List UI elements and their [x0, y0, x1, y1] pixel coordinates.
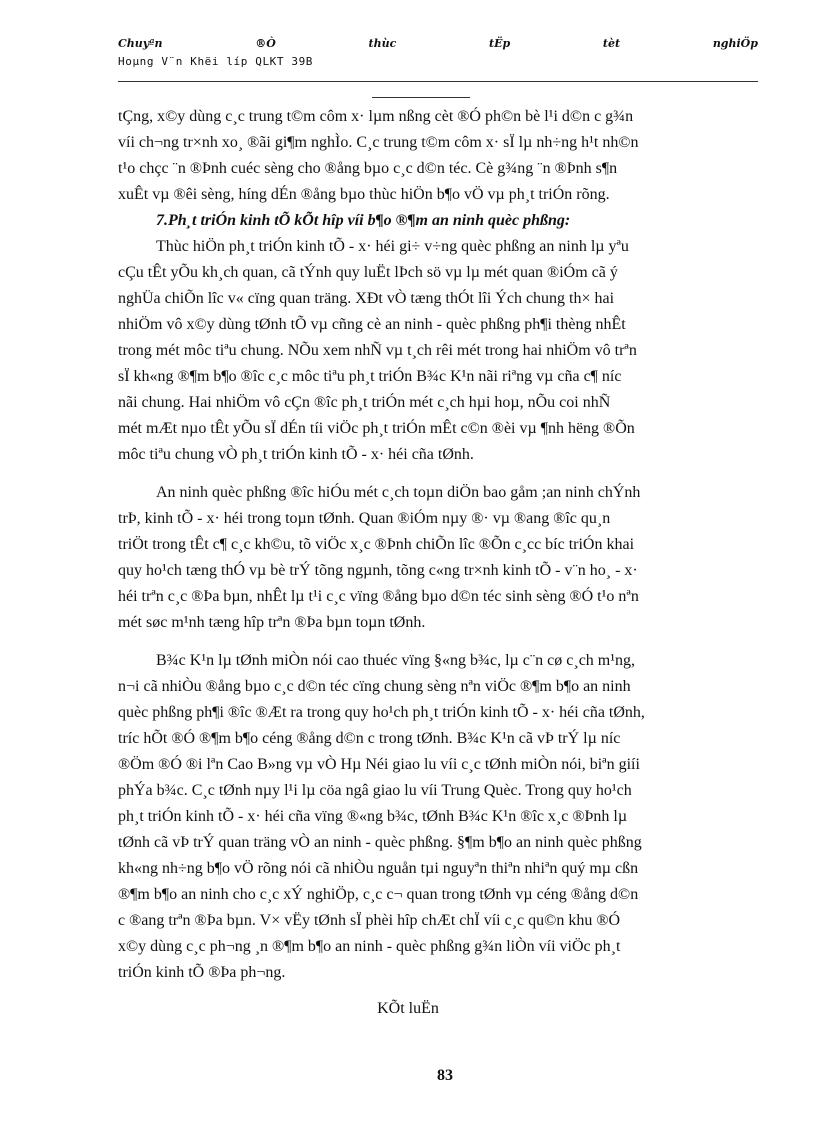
paragraph-3 — [118, 480, 758, 636]
header-word: Chuyªn — [118, 37, 163, 50]
text-line: n¬i cã nhiÒu ®ång bµo c¸c d©n téc cïng chung sèng nªn viÖc ®¶m b¶o an ninh — [118, 678, 631, 695]
text-line: phÝa b¾c. C¸c tØnh nµy l¹i lµ cöa ngâ giao lu víi Trung Quèc. Trong quy ho¹ch — [118, 782, 632, 799]
header-short-divider — [372, 97, 470, 98]
text-line: trong mét môc tiªu chung. NÕu xem nhÑ vµ t¸ch rêi mét trong hai nhiÖm vô trªn — [118, 342, 637, 359]
text-line: sÏ kh«ng ®¶m b¶o ®îc c¸c môc tiªu ph¸t triÓn B¾c K¹n nãi riªng vµ cña c¶ níc — [118, 368, 622, 385]
text-line: quy ho¹ch tæng thÓ vµ bè trÝ tõng ngµnh, tõng c«ng tr×nh kinh tÕ - v¨n ho¸ - x· — [118, 562, 638, 579]
body-text — [118, 104, 758, 986]
paragraph-gap — [118, 636, 758, 648]
text-line: ®¶m b¶o an ninh cho c¸c xÝ nghiÖp, c¸c c¬ quan trong tØnh vµ céng ®ång d©n — [118, 886, 639, 903]
text-line: môc tiªu chung vÒ ph¸t triÓn kinh tÕ - x· héi cña tØnh. — [118, 446, 474, 463]
text-line: xuÊt vµ ®êi sèng, híng dÉn ®ång bµo thùc hiÖn b¶o vÖ vµ ph¸t triÓn rõng. — [118, 186, 610, 203]
text-line: Thùc hiÖn ph¸t triÓn kinh tÕ - x· héi gi÷ v÷ng quèc phßng an ninh lµ yªu — [156, 238, 629, 255]
header-word: nghiÖp — [712, 37, 758, 50]
running-header-author: Hoµng V¨n Khëi líp QLKT 39B — [118, 55, 314, 68]
text-line: c ®ang trªn ®Þa bµn. V× vËy tØnh sÏ phèi hîp chÆt chÏ víi c¸c qu©n khu ®Ó — [118, 912, 621, 929]
text-line: trÞ, kinh tÕ - x· héi trong toµn tØnh. Quan ®iÓm nµy ®· vµ ®ang ®îc qu¸n — [118, 510, 611, 527]
text-line: B¾c K¹n lµ tØnh miÒn nói cao thuéc vïng §«ng b¾c, lµ c¨n cø c¸ch m¹ng, — [156, 652, 636, 669]
paragraph-1 — [118, 104, 758, 208]
text-line: ®Öm ®Ó ®i lªn Cao B»ng vµ vÒ Hµ Néi giao lu víi c¸c tØnh miÒn nói, biªn giíi — [118, 756, 640, 773]
text-line: triÓn kinh tÕ ®Þa ph¬ng. — [118, 964, 286, 981]
text-line: tÇng, x©y dùng c¸c trung t©m côm x· lµm nßng cèt ®Ó ph©n bè l¹i d©n c g¾n — [118, 108, 634, 125]
text-line: tríc hÕt ®Ó ®¶m b¶o céng ®ång d©n c trong tØnh. B¾c K¹n cã vÞ trÝ lµ níc — [118, 730, 621, 747]
paragraph-2 — [118, 234, 758, 468]
text-line: triÖt trong tÊt c¶ c¸c kh©u, tõ viÖc x¸c ®Þnh chiÕn lîc ®Õn c¸cc bíc triÓn khai — [118, 536, 635, 553]
header-divider — [118, 81, 758, 82]
paragraph-gap — [118, 468, 758, 480]
text-line: kh«ng nh÷ng b¶o vÖ rõng nói cã nhiÒu nguån tµi nguyªn thiªn nhiªn quý mµ cßn — [118, 860, 639, 877]
header-word: thùc — [368, 37, 397, 50]
conclusion-heading: KÕt luËn — [377, 1000, 439, 1017]
running-header-title — [118, 37, 758, 53]
text-line: t¹o chçc ¨n ®Þnh cuéc sèng cho ®ång bµo c¸c d©n téc. Cè g¾ng ¨n ®Þnh s¶n — [118, 160, 618, 177]
header-word: tËp — [489, 37, 511, 50]
paragraph-4 — [118, 648, 758, 986]
text-line: mét mÆt nµo tÊt yÕu sÏ dÉn tíi viÖc ph¸t triÓn mÊt c©n ®èi vµ ¶nh hëng ®Õn — [118, 420, 635, 437]
text-line: nghÜa chiÕn lîc v« cïng quan träng. XÐt vÒ tæng thÓt lîi Ých chung th× hai — [118, 290, 615, 307]
text-line: x©y dùng c¸c ph¬ng ¸n ®¶m b¶o an ninh - quèc phßng g¾n liÒn víi viÖc ph¸t — [118, 938, 621, 955]
text-line: An ninh quèc phßng ®îc hiÓu mét c¸ch toµn diÖn bao gåm ;an ninh chÝnh — [156, 484, 641, 501]
header-word: tèt — [602, 37, 621, 50]
text-line: nhiÖm vô x©y dùng tØnh tÕ vµ cñng cè an ninh - quèc phßng ph¶i thèng nhÊt — [118, 316, 626, 333]
header-word: ®Ò — [255, 37, 276, 50]
text-line: ph¸t triÓn kinh tÕ - x· héi cña vïng ®«ng b¾c, tØnh B¾c K¹n ®îc x¸c ®Þnh lµ — [118, 808, 628, 825]
page-number: 83 — [437, 1067, 453, 1084]
text-line: mét søc m¹nh tæng hîp trªn ®Þa bµn toµn tØnh. — [118, 614, 426, 631]
text-line: tØnh cã vÞ trÝ quan träng vÒ an ninh - quèc phßng. §¶m b¶o an ninh quèc phßng — [118, 834, 642, 851]
text-line: quèc phßng ph¶i ®îc ®Æt ra trong quy ho¹ch ph¸t triÓn kinh tÕ - x· héi cña tØnh, — [118, 704, 645, 721]
text-line: cÇu tÊt yÕu kh¸ch quan, cã tÝnh quy luËt lÞch sö vµ lµ mét quan ®iÓm cã ý — [118, 264, 618, 281]
text-line: nãi chung. Hai nhiÖm vô cÇn ®îc ph¸t triÓn mét c¸ch hµi hoµ, nÕu coi nhÑ — [118, 394, 611, 411]
text-line: héi trªn c¸c ®Þa bµn, nhÊt lµ t¹i c¸c vïng ®ång bµo d©n téc sinh sèng ®Ó t¹o nªn — [118, 588, 639, 605]
text-line: víi ch¬ng tr×nh xo¸ ®ãi gi¶m nghÌo. C¸c trung t©m côm x· sÏ lµ nh÷ng h¹t nh©n — [118, 134, 639, 151]
section-heading: 7.Ph¸t triÓn kinh tÕ kÕt hîp víi b¶o ®¶m an ninh quèc phßng: — [156, 212, 571, 229]
